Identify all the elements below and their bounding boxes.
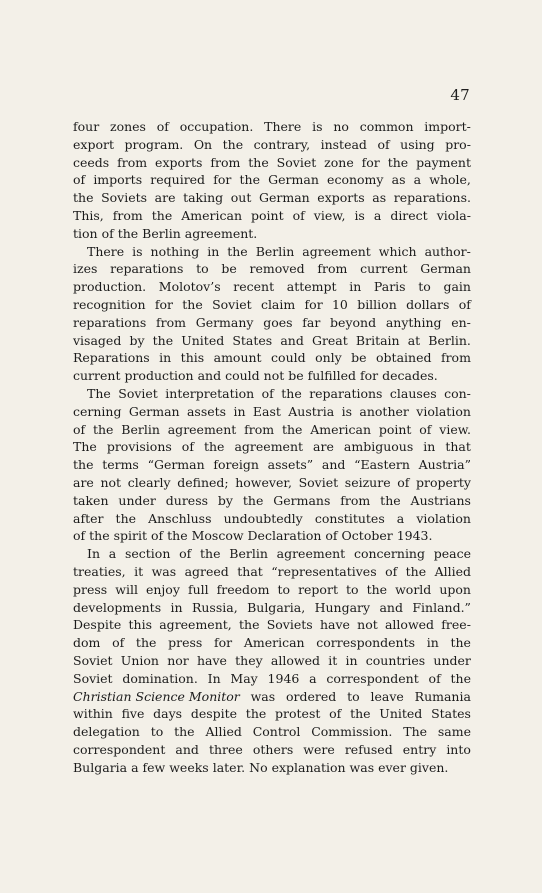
text-line: are not clearly defined; however, Soviet seizure of property <box>73 474 471 490</box>
text-line: production. Molotov’s recent attempt in Paris to gain <box>73 279 471 295</box>
text-line: reparations from Germany goes far beyond anything en- <box>73 314 471 330</box>
text-line: press will enjoy full freedom to report to the world upon <box>73 581 471 597</box>
text-line: There is nothing in the Berlin agreement which author- <box>87 243 471 259</box>
text-line: of the spirit of the Moscow Declaration of October 1943. <box>73 528 433 544</box>
text-line: four zones of occupation. There is no common import- <box>73 119 471 134</box>
text-line: within five days despite the protest of the United States <box>73 706 471 722</box>
text-line: In a section of the Berlin agreement concerning peace <box>87 546 471 562</box>
text-line: export program. On the contrary, instead of using pro- <box>73 136 471 152</box>
text-line: recognition for the Soviet claim for 10 billion dollars of <box>73 296 471 312</box>
text-line: delegation to the Allied Control Commission. The same <box>73 724 471 740</box>
text-line: izes reparations to be removed from current German <box>73 261 471 277</box>
text-line: Soviet Union nor have they allowed it in countries under <box>73 652 471 668</box>
text-line: The Soviet interpretation of the reparations clauses con- <box>87 385 471 401</box>
text-line: treaties, it was agreed that “representatives of the Allied <box>73 563 471 579</box>
text-line: Reparations in this amount could only be obtained from <box>73 350 471 366</box>
text-line: taken under duress by the Germans from the Austrians <box>73 492 471 508</box>
text-line: Christian Science Monitor was ordered to leave Rumania <box>73 688 471 704</box>
body-text <box>73 118 471 776</box>
text-line: visaged by the United States and Great Britain at Berlin. <box>73 332 471 348</box>
text-line: dom of the press for American correspondents in the <box>73 635 471 651</box>
text-line: The provisions of the agreement are ambiguous in that <box>73 439 471 455</box>
text-line: This, from the American point of view, is a direct viola- <box>73 207 471 223</box>
text-line: ceeds from exports from the Soviet zone for the payment <box>73 154 471 170</box>
text-line: developments in Russia, Bulgaria, Hungary and Finland.” <box>73 599 471 615</box>
text-line: cerning German assets in East Austria is another violation <box>73 403 471 419</box>
text-line: the terms “German foreign assets” and “Eastern Austria” <box>73 457 471 473</box>
text-line: tion of the Berlin agreement. <box>73 225 258 241</box>
text-line: of imports required for the German economy as a whole, <box>73 172 471 188</box>
text-line: of the Berlin agreement from the American point of view. <box>73 421 471 437</box>
text-line: the Soviets are taking out German exports as reparations. <box>73 190 471 206</box>
text-line: correspondent and three others were refused entry into <box>73 741 471 757</box>
text-line: Despite this agreement, the Soviets have not allowed free- <box>73 617 471 633</box>
text-line: after the Anschluss undoubtedly constitutes a violation <box>73 510 471 526</box>
page-number: 47 <box>450 86 470 104</box>
text-line: Bulgaria a few weeks later. No explanation was ever given. <box>73 759 449 775</box>
text-line: current production and could not be fulfilled for decades. <box>73 368 438 384</box>
text-line: Soviet domination. In May 1946 a correspondent of the <box>73 670 471 686</box>
